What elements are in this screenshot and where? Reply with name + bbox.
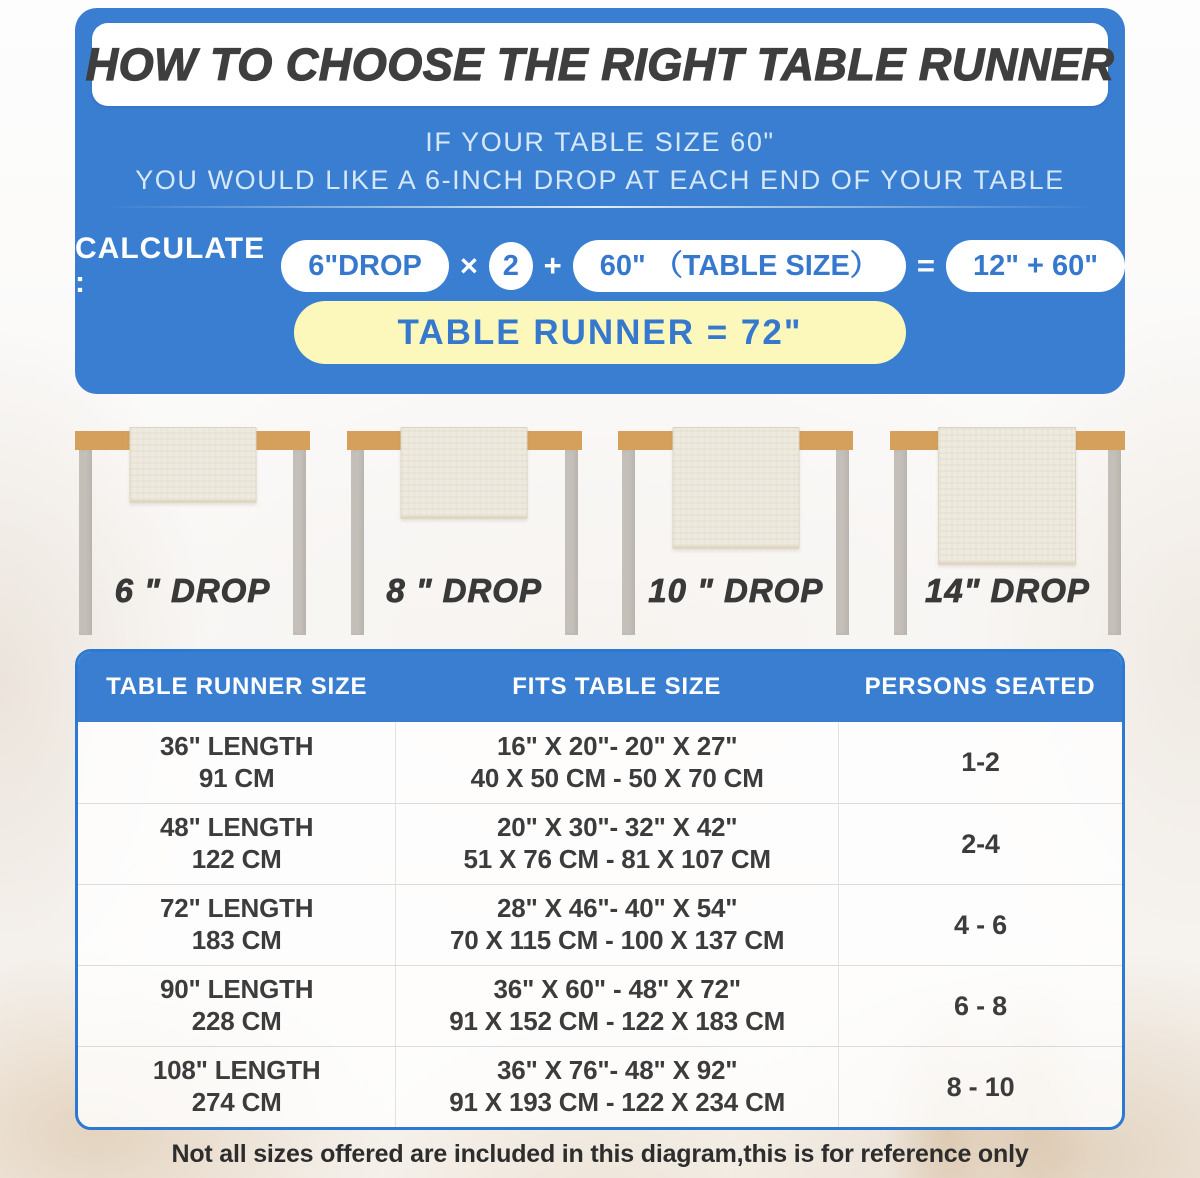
runner-drape — [129, 427, 256, 503]
persons-cell: 1-2 — [838, 722, 1122, 803]
result-pill: TABLE RUNNER = 72" — [294, 301, 906, 364]
table-row — [78, 803, 1122, 884]
sum-pill: 12" + 60" — [946, 240, 1125, 292]
table-size-pill: 60" （TABLE SIZE） — [573, 240, 906, 292]
table-row — [78, 884, 1122, 965]
fits-table-cell: 16" X 20"- 20" X 27" 40 X 50 CM - 50 X 70 CM — [395, 722, 838, 803]
drop-label: 10 " DROP — [648, 572, 824, 609]
title-box — [85, 23, 1115, 106]
fits-table-cell: 20" X 30"- 32" X 42" 51 X 76 CM - 81 X 107 CM — [395, 804, 838, 884]
multiply-operator: × — [459, 248, 478, 283]
divider — [105, 206, 1095, 208]
drop-examples — [75, 426, 1125, 640]
size-chart-body — [78, 722, 1122, 1127]
persons-cell: 4 - 6 — [838, 885, 1122, 965]
drop-label: 8 " DROP — [386, 572, 542, 609]
footer-note: Not all sizes offered are included in this diagram,this is for reference only — [171, 1140, 1029, 1168]
table-row — [78, 965, 1122, 1046]
persons-cell: 6 - 8 — [838, 966, 1122, 1046]
fits-table-cell: 36" X 60" - 48" X 72" 91 X 152 CM - 122 X 183 CM — [395, 966, 838, 1046]
persons-cell: 8 - 10 — [838, 1047, 1122, 1127]
table-row — [78, 722, 1122, 803]
drop-label: 6 " DROP — [114, 572, 271, 609]
header-panel — [75, 8, 1125, 394]
fits-table-cell: 28" X 46"- 40" X 54" 70 X 115 CM - 100 X 137 CM — [395, 885, 838, 965]
column-header-persons: PERSONS SEATED — [864, 673, 1096, 700]
column-header-fits-table: FITS TABLE SIZE — [512, 673, 722, 700]
table-illustration-14in — [890, 426, 1125, 640]
multiplier-pill: 2 — [489, 242, 533, 290]
table-illustration-6in — [75, 426, 310, 640]
subtitle-line1: IF YOUR TABLE SIZE 60" — [425, 127, 775, 157]
calculate-label: CALCULATE : — [75, 232, 266, 299]
drop-label: 14" DROP — [925, 572, 1090, 609]
subtitle-line2: YOU WOULD LIKE A 6-INCH DROP AT EACH END OF YOUR TABLE — [135, 165, 1065, 195]
runner-size-cell: 36" LENGTH 91 CM — [160, 730, 314, 793]
formula-row — [75, 232, 1125, 299]
drop-pill: 6"DROP — [281, 240, 449, 292]
table-illustration-8in — [347, 426, 582, 640]
runner-drape — [672, 427, 799, 549]
column-header-runner-size: TABLE RUNNER SIZE — [106, 673, 368, 700]
runner-drape — [938, 427, 1076, 565]
runner-size-cell: 90" LENGTH 228 CM — [160, 974, 314, 1036]
runner-drape — [401, 427, 528, 519]
table-illustration-10in — [618, 426, 853, 640]
runner-size-cell: 72" LENGTH 183 CM — [160, 893, 314, 955]
persons-cell: 2-4 — [838, 804, 1122, 884]
runner-size-cell: 48" LENGTH 122 CM — [160, 812, 314, 874]
size-chart — [75, 649, 1125, 1130]
size-chart-header — [78, 652, 1122, 722]
table-row — [78, 1046, 1122, 1127]
page-title: HOW TO CHOOSE THE RIGHT TABLE RUNNER — [85, 38, 1115, 90]
fits-table-cell: 36" X 76"- 48" X 92" 91 X 193 CM - 122 X 234 CM — [395, 1047, 838, 1127]
equals-operator: = — [916, 248, 935, 283]
runner-size-cell: 108" LENGTH 274 CM — [152, 1055, 321, 1117]
plus-operator: + — [543, 248, 562, 283]
